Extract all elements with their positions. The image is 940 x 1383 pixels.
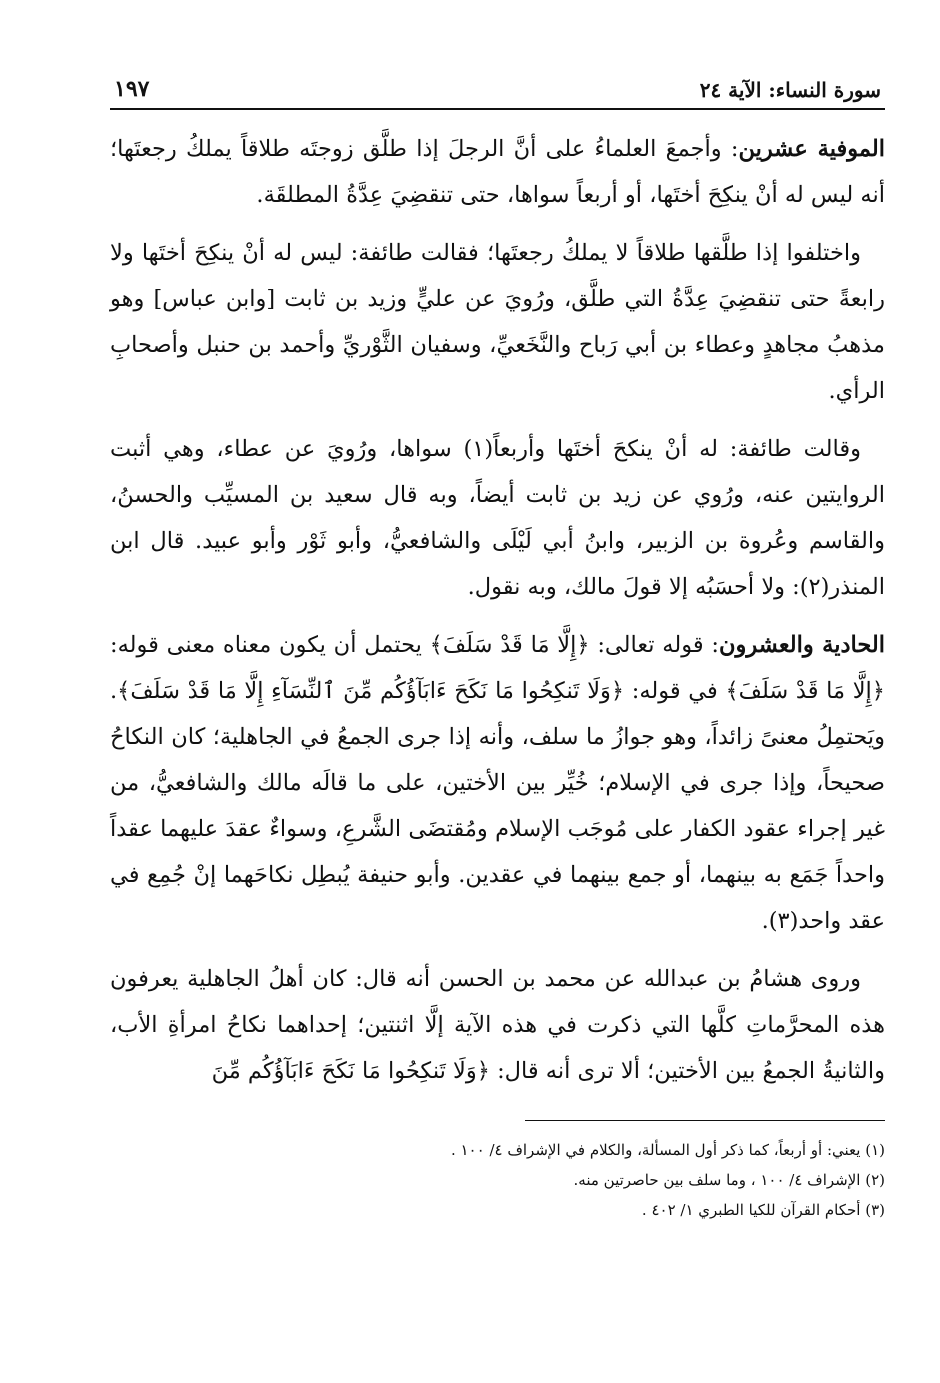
paragraph-text: وروى هشامُ بن عبدالله عن محمد بن الحسن أنه قال: كان أهلُ الجاهلية يعرفون هذه المحرَّماتِ كلَّها التي ذكرت في هذه الآية إلَّا اثنتين؛ إحداهما نكاحُ امرأةِ الأب، والثانيةُ الجمعُ بين الأختين؛ ألا ترى أنه قال: ﴿وَلَا تَنكِحُوا مَا نَكَحَ ءَابَآؤُكُم مِّنَ [110,966,885,1084]
paragraph-text: واختلفوا إذا طلَّقها طلاقاً لا يملكُ رجعتَها؛ فقالت طائفة: ليس له أنْ ينكِحَ أختَها ولا رابعةً حتى تنقضِيَ عِدَّةُ التي طلَّق، ورُويَ عن عليٍّ وزيد بن ثابت [وابن عباس] وهو مذهبُ مجاهدٍ وعطاء بن أبي رَباح والنَّخَعيِّ، وسفيان الثَّوْريِّ وأحمد بن حنبل وأصحابِ الرأي. [110,240,885,404]
issue-heading: الحادية والعشرون [718,632,885,658]
book-page [110,68,885,1338]
page-number: ١٩٧ [114,76,150,102]
footnote-2: (٢) الإشراف ٤/ ١٠٠ ، وما سلف بين حاصرتين منه. [573,1171,885,1189]
footnote-3: (٣) أحكام القرآن للكيا الطبري ١/ ٤٠٢ . [641,1201,885,1219]
paragraph-3 [110,426,885,610]
footnote-1: (١) يعني: أو أربعاً، كما ذكر أول المسألة، والكلام في الإشراف ٤/ ١٠٠ . [450,1141,885,1159]
surah-title: سورة النساء: الآية ٢٤ [699,78,881,102]
paragraph-text: : وأجمعَ العلماءُ على أنَّ الرجلَ إذا طلَّق زوجتَه طلاقاً يملكُ رجعتَها؛ أنه ليس له أنْ ينكِحَ أختَها، أو أربعاً سواها، حتى تنقضِيَ عِدَّةُ المطلقَة. [110,136,885,208]
paragraph-1 [110,126,885,218]
footnotes [110,1135,885,1225]
main-text [110,126,885,1094]
paragraph-5 [110,956,885,1094]
paragraph-text: وقالت طائفة: له أنْ ينكحَ أختَها وأربعاً(١) سواها، ورُويَ عن عطاء، وهي أثبت الروايتين عنه، ورُوي عن زيد بن ثابت أيضاً، وبه قال سعيد بن المسيِّب والحسنُ، والقاسم وعُروة بن الزبير، وابنُ أبي لَيْلَى والشافعيُّ، وأبو ثَوْر وأبو عبيد. قال ابن المنذر(٢): ولا أحسَبُه إلا قولَ مالك، وبه نقول. [110,436,885,600]
footnote-separator [525,1120,885,1121]
issue-heading: الموفية عشرين [738,136,885,162]
paragraph-text: : قوله تعالى: ﴿إِلَّا مَا قَدْ سَلَفَ﴾ يحتمل أن يكون معناه معنى قوله: ﴿إِلَّا مَا قَدْ سَلَفَ﴾ في قوله: ﴿وَلَا تَنكِحُوا مَا نَكَحَ ءَابَآؤُكُم مِّنَ ٱلنِّسَآءِ إِلَّا مَا قَدْ سَلَفَ﴾. ويَحتمِلُ معنىً زائداً، وهو جوازُ ما سلف، وأنه إذا جرى الجمعُ في الجاهلية؛ كان النكاحُ صحيحاً، وإذا جرى في الإسلام؛ خُيِّر بين الأختين، على ما قالَه مالك والشافعيُّ، من غير إجراء عقود الكفار على مُوجَب الإسلام ومُقتضَى الشَّرعِ، وسواءٌ عقدَ عليهما عقداً واحداً جَمَع به بينهما، أو جمع بينهما في عقدين. وأبو حنيفة يُبطِل نكاحَهما إنْ جُمِع في عقد واحد(٣). [110,632,885,934]
paragraph-4 [110,622,885,944]
running-header [110,68,885,110]
paragraph-2 [110,230,885,414]
